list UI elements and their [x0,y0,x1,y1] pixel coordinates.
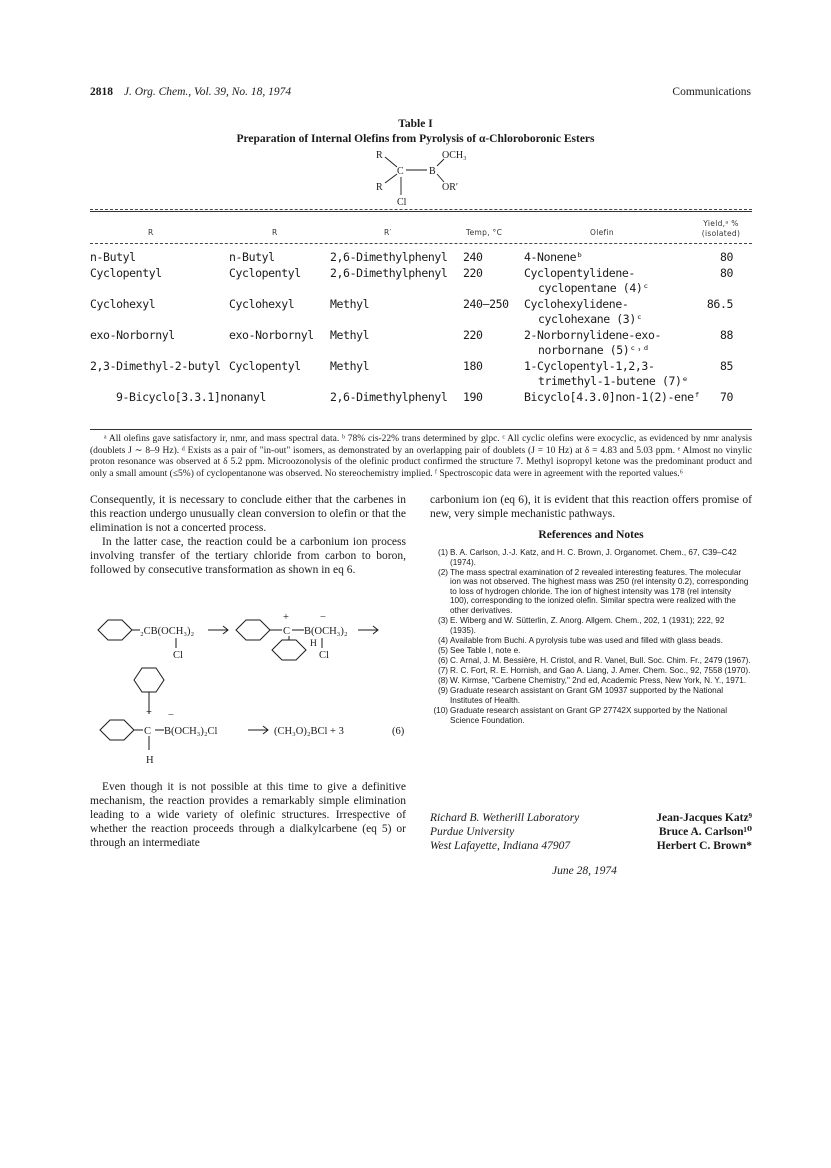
paragraph-continuation: carbonium ion (eq 6), it is evident that this reaction offers promise of new, very simple mechanistic pathways. [430,494,752,520]
table-cell-yield: 88 [719,328,733,342]
table-cell-temp: 180 [463,359,483,373]
section-name: Communications [672,86,751,98]
reference-item: (9) Graduate research assistant on Grant GM 10937 supported by the National Institutes of Health. [437,686,724,705]
table-cell-r2: Cyclopentyl [229,266,301,280]
table-cell-temp: 240–250 [463,297,509,311]
table-cell-r3: Methyl [330,297,370,311]
reference-item: (1) B. A. Carlson, J.-J. Katz, and H. C. Brown, J. Organomet. Chem., 67, C39–C42 (1974). [437,548,737,567]
received-date: June 28, 1974 [552,865,617,877]
eq-products: (CH₃O)₂BCl + 3 [274,726,344,737]
references-list [430,548,752,726]
col-header-olefin: Olefin [590,228,614,237]
eq-second-minus: − [168,710,174,721]
table-cell-yield: 85 [719,359,733,373]
eq-second-plus: + [146,707,152,718]
col-header-r2: R [272,228,278,237]
table-bottom-rule [90,429,752,430]
table-cell-olefin: Cyclopentylidene- [524,266,635,280]
struct-cl: Cl [397,197,407,206]
table-top-rule [90,209,752,210]
eq-cl-reactant: Cl [173,650,183,661]
running-head [90,86,751,102]
table-cell-yield: 86.5 [706,297,733,311]
table-cell-r1: Cyclopentyl [90,266,162,280]
page-number: 2818 [90,86,113,98]
chloroboronic-ester-structure [364,148,474,206]
struct-r-bottom: R [376,182,383,193]
table-cell-r1: 2,3-Dimethyl-2-butyl [90,359,221,373]
eq-intermediate-b: B(OCH₃)₂ [304,626,348,637]
table-cell-olefin: Cyclohexylidene- [524,297,629,311]
right-column-top [430,493,752,521]
paragraph-conclusion: Consequently, it is necessary to conclude either that the carbenes in this reaction undergo unusually clean conversion to olefin or that the elimination is not a concerted process. [90,494,406,534]
table-cell-yield: 70 [719,390,733,404]
author-name: Bruce A. Carlson¹⁰ [658,826,752,838]
eq-h: H [310,639,317,649]
table-subtitle: Preparation of Internal Olefins from Pyrolysis of α-Chloroboronic Esters [236,133,595,145]
left-column-top [90,493,406,577]
table-cell-r3: 2,6-Dimethylphenyl [330,390,448,404]
table-top-rule-2 [90,211,752,212]
table-cell-yield: 80 [719,250,733,264]
yield-header-line2: (isolated) [701,229,741,238]
table-cell-r3: Methyl [330,359,370,373]
reference-item: (3) E. Wiberg and W. Sütterlin, Z. Anorg. Allgem. Chem., 202, 1 (1931); 222, 92 (1935). [437,616,725,635]
table-cell-r2: exo-Norbornyl [229,328,314,342]
table-footnotes: ᵃ All olefins gave satisfactory ir, nmr, and mass spectral data. ᵇ 78% cis-22% trans determined by glpc. ᶜ All cyclic olefins were exocyclic, as evidenced by nmr analysis (doublets J ∼ 8–9 Hz). ᵈ Exists as a pair of "in-out" isomers, as demonstrated by an overlapping pair of doublets (J = 10 Hz) at δ = 4.83 and 5.03 ppm. ᵉ Almost no vinylic proton resonance was observed at δ 5.2 ppm. Microozonolysis of the olefinic product confirmed the structure 7. Methyl isopropyl ketone was the predominant product and only a small amount (≤5%) of cyclopentanone was observed. No stereochemistry implied. ᶠ Spectroscopic data were in agreement with the reported values.⁶ [90,434,752,479]
reference-item: (2) The mass spectral examination of 2 revealed interesting features. The molecular ion was not observed. The highest mass was 250 (rel intensity 0.2), corresponding to loss of hydrogen chloride. The ion of highest intensity was 178 (rel intensity 100), corresponding to the ionized olefin. Similar spectra were realized with the other derivatives. [437,567,749,616]
col-header-r1: R [148,228,154,237]
eq-intermediate-c: C [283,626,291,637]
table-cell-r2: n-Butyl [229,250,275,264]
table-cell-r1: Cyclohexyl [90,297,156,311]
table-cell-olefin-cont: cyclopentane (4)ᶜ [538,281,649,295]
author-list [656,811,752,853]
reference-item: (6) C. Arnal, J. M. Bessière, H. Cristol, and R. Vanel, Bull. Soc. Chim. Fr., 2479 (1967). [437,656,751,666]
table-cell-temp: 240 [463,250,483,264]
reference-item: (10) Graduate research assistant on Grant GP 27742X supported by the National Science Foundation. [433,706,728,725]
table-cell-olefin-cont: norbornane (5)ᶜ˒ᵈ [538,343,649,357]
eq-reactant: ₂CB(OCH₃)₂ [140,626,195,637]
table-title: Table I [398,118,433,130]
affiliation-university: Purdue University [430,826,515,838]
table-cell-yield: 80 [719,266,733,280]
affiliation-city: West Lafayette, Indiana 47907 [430,840,571,852]
paragraph-carbonium: In the latter case, the reaction could be a carbonium ion process involving transfer of the tertiary chloride from carbon to boron, followed by consecutive transformation as shown in eq 6. [90,536,406,576]
table-cell-temp: 220 [463,266,483,280]
col-header-r3: R′ [384,228,392,237]
left-column-bottom [90,780,406,850]
table-cell-r1: 9-Bicyclo[3.3.1]nonanyl [116,390,267,404]
author-name: Herbert C. Brown* [656,840,752,852]
table-cell-r2: Cyclohexyl [229,297,295,311]
eq-cl-intermediate: Cl [319,650,329,661]
reference-item: (4) Available from Buchi. A pyrolysis tube was used and filled with glass beads. [437,635,723,645]
table-cell-olefin: 2-Norbornylidene-exo- [524,328,661,342]
reference-item: (8) W. Kirmse, "Carbene Chemistry," 2nd ed, Academic Press, New York, N. Y., 1971. [437,676,747,686]
eq-second-c: C [144,726,152,737]
table-cell-r3: 2,6-Dimethylphenyl [330,266,448,280]
eq-number: (6) [392,726,405,737]
eq-minus: − [320,612,326,623]
table-cell-temp: 190 [463,390,483,404]
journal-citation: J. Org. Chem., Vol. 39, No. 18, 1974 [123,86,292,98]
eq-plus: + [283,612,289,623]
table-cell-r3: 2,6-Dimethylphenyl [330,250,448,264]
table-cell-r1: n-Butyl [90,250,136,264]
table-cell-olefin: 4-Noneneᵇ [524,250,583,264]
equation-6 [90,610,420,778]
struct-or: OR′ [442,182,459,193]
table-cell-r2: Cyclopentyl [229,359,301,373]
table-cell-olefin-cont: trimethyl-1-butene (7)ᵉ [538,374,689,388]
affiliation-address [430,811,579,853]
table-cell-olefin: Bicyclo[4.3.0]non-1(2)-eneᶠ [524,390,701,404]
col-header-temp: Temp, °C [466,228,503,237]
paragraph-mechanism: Even though it is not possible at this time to give a definitive mechanism, the reaction provides a remarkably simple elimination leading to a wide variety of olefinic structures. Irrespective of whether the reaction proceeds through a dialkylcarbene (eq 5) or through an intermediate [90,781,406,849]
col-header-yield [692,219,750,239]
yield-header-line1: Yield,ᵃ % [703,219,739,228]
struct-c: C [397,166,404,177]
table-cell-olefin: 1-Cyclopentyl-1,2,3- [524,359,655,373]
reference-item: (5) See Table I, note e. [437,645,521,655]
eq-second-h: H [146,755,154,766]
reference-item: (7) R. C. Fort, R. E. Hornish, and Gao A. Liang, J. Amer. Chem. Soc., 92, 7558 (1970). [437,666,751,676]
author-name: Jean-Jacques Katz⁹ [656,812,752,824]
table-cell-r3: Methyl [330,328,370,342]
eq-second-group: B(OCH₃)₂Cl [164,726,218,737]
table-cell-temp: 220 [463,328,483,342]
table-cell-olefin-cont: cyclohexane (3)ᶜ [538,312,643,326]
references-heading: References and Notes [538,529,644,541]
affiliation-lab: Richard B. Wetherill Laboratory [430,812,580,824]
table-cell-r1: exo-Norbornyl [90,328,175,342]
struct-och3: OCH₃ [442,150,467,161]
table-header-rule [90,243,752,244]
struct-b: B [429,166,436,177]
struct-r-top: R [376,150,383,161]
